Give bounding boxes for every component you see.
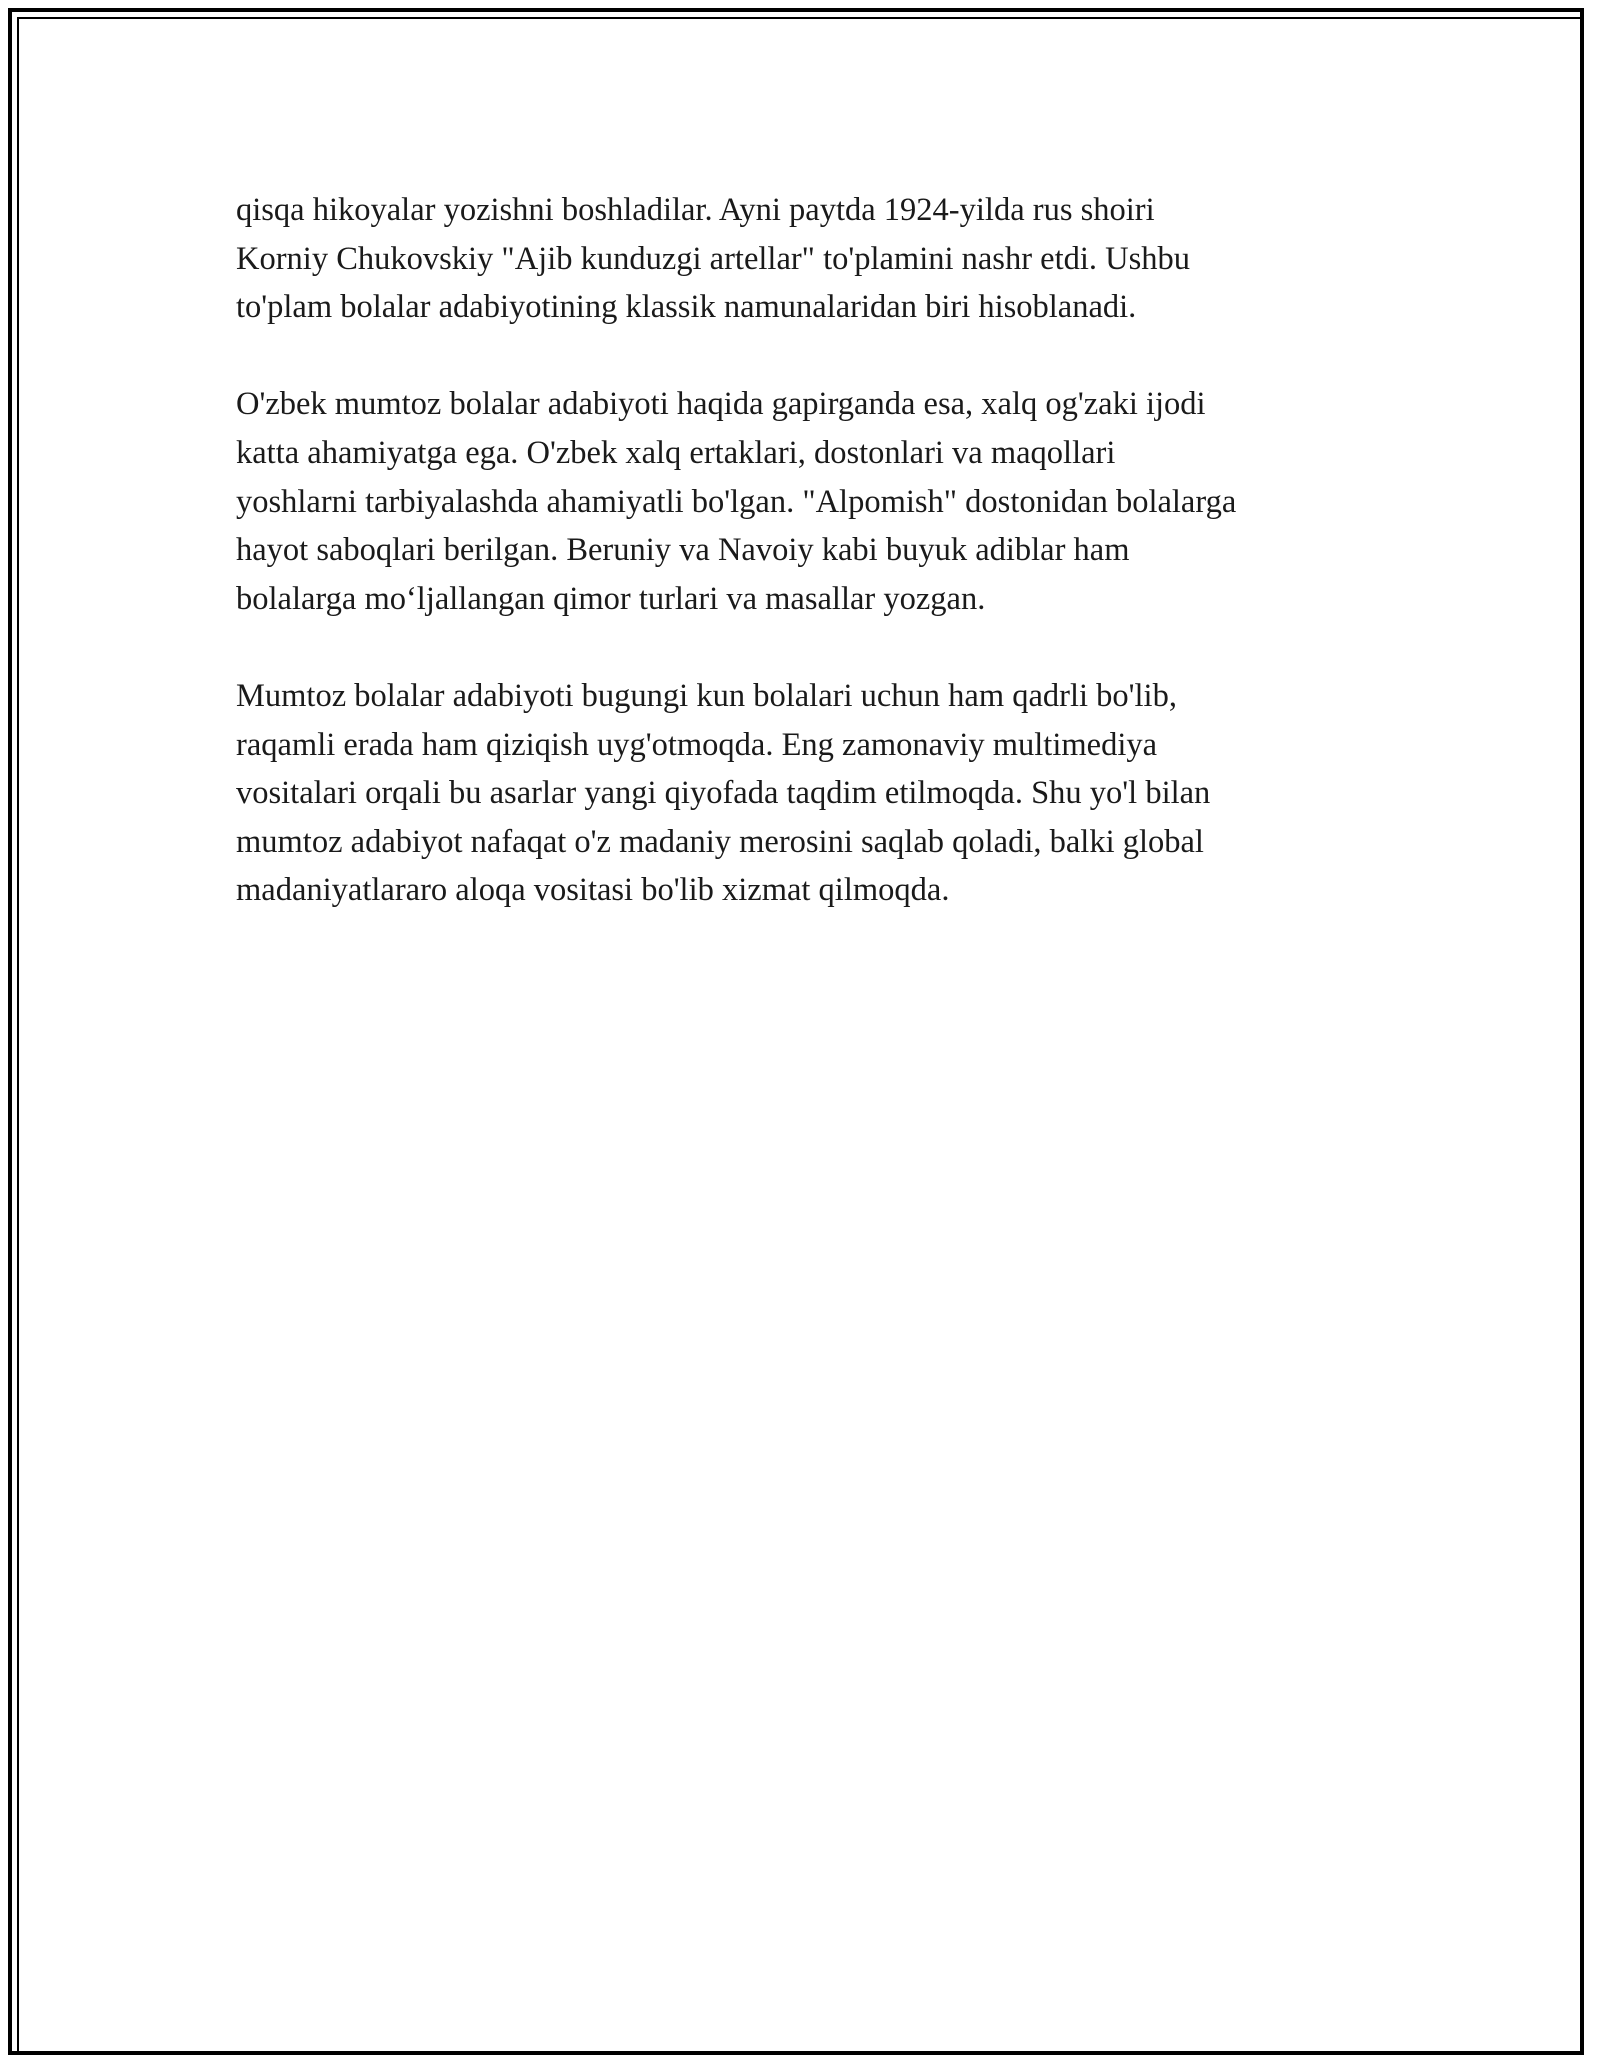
text-line: yoshlarni tarbiyalashda ahamiyatli bo'lgan. "Alpomish" dostonidan bolalarga	[236, 483, 1237, 520]
paragraph-3	[236, 672, 1396, 915]
text-line: katta ahamiyatga ega. O'zbek xalq ertaklari, dostonlari va maqollari	[236, 434, 1116, 471]
text-line: hayot saboqlari berilgan. Beruniy va Navoiy kabi buyuk adiblar ham	[236, 532, 1130, 569]
text-line: raqamli erada ham qiziqish uyg'otmoqda. Eng zamonaviy multimediya	[236, 726, 1158, 763]
paragraph-2	[236, 380, 1396, 623]
text-line: O'zbek mumtoz bolalar adabiyoti haqida gapirganda esa, xalq og'zaki ijodi	[236, 386, 1206, 423]
text-line: bolalarga mo‘ljallangan qimor turlari va masallar yozgan.	[236, 580, 986, 617]
text-line: qisqa hikoyalar yozishni boshladilar. Ayni paytda 1924-yilda rus shoiri	[236, 192, 1155, 228]
text-line: Korniy Chukovskiy "Ajib kunduzgi artellar" to'plamini nashr etdi. Ushbu	[236, 240, 1191, 277]
text-line: madaniyatlararo aloqa vositasi bo'lib xizmat qilmoqda.	[236, 872, 950, 909]
text-line: vositalari orqali bu asarlar yangi qiyofada taqdim etilmoqda. Shu yo'l bilan	[236, 775, 1211, 812]
paragraph-1	[236, 186, 1396, 332]
text-line: to'plam bolalar adabiyotining klassik namunalaridan biri hisoblanadi.	[236, 289, 1137, 326]
text-line: mumtoz adabiyot nafaqat o'z madaniy merosini saqlab qoladi, balki global	[236, 823, 1204, 860]
document-body	[236, 186, 1396, 964]
text-line: Mumtoz bolalar adabiyoti bugungi kun bolalari uchun ham qadrli bo'lib,	[236, 677, 1177, 714]
